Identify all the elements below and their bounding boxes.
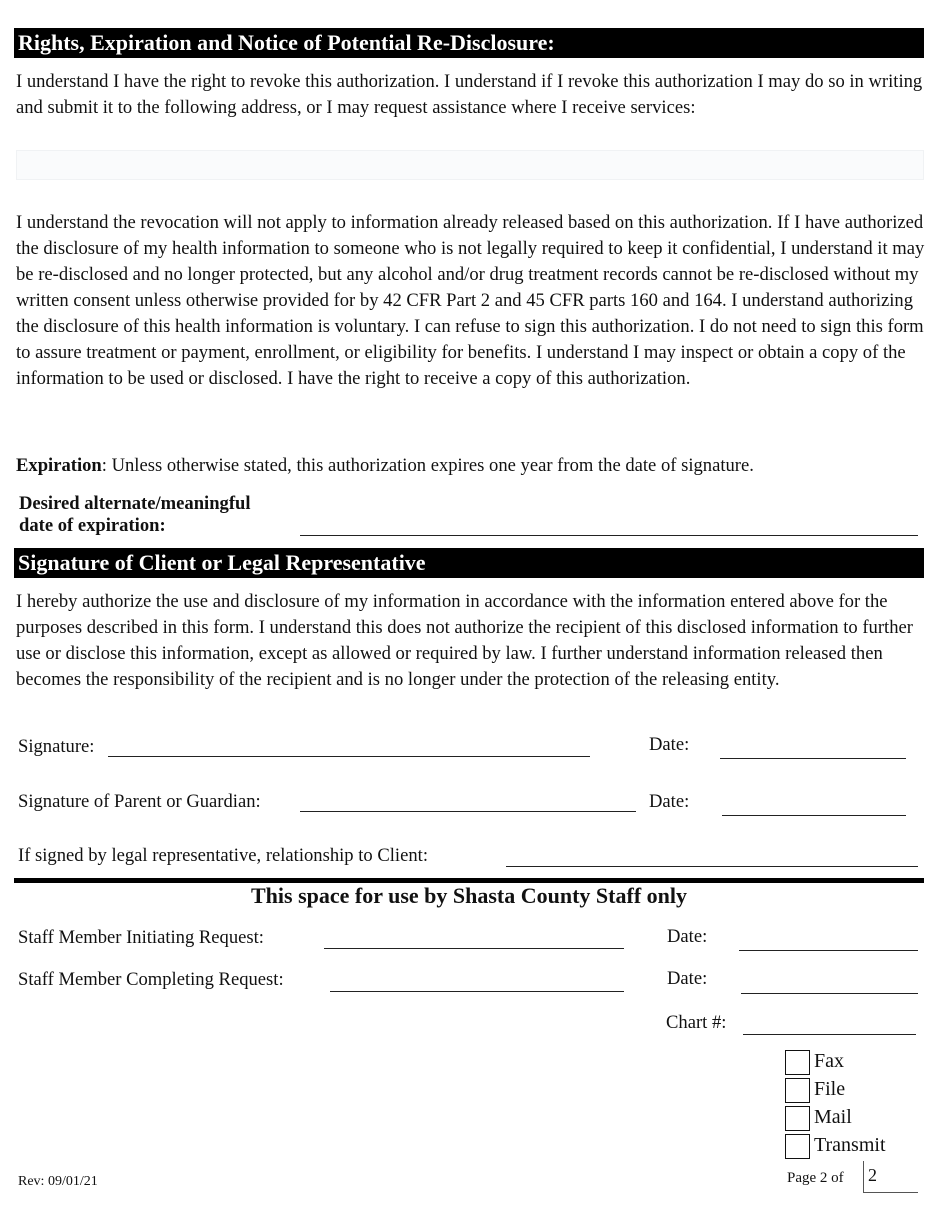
revocation-address-field[interactable] [16,150,924,180]
chart-number-label: Chart #: [666,1012,727,1033]
parent-date-label: Date: [649,791,690,812]
file-checkbox-label: File [814,1078,846,1100]
staff-initiating-date-label: Date: [667,926,708,947]
page-total-field[interactable]: 2 [863,1161,918,1193]
alt-expiration-label-line1: Desired alternate/meaningful [19,493,251,514]
expiration-statement [16,453,928,479]
alt-expiration-label-line2: date of expiration: [19,515,166,536]
revocation-paragraph: I understand I have the right to revoke this authorization. I understand if I revoke this authorization I may do so in writing and submit it to the following address, or I may request assistance where I receive services: [16,71,923,118]
parent-date-line[interactable] [722,815,906,816]
page-label: Page 2 of [787,1170,844,1186]
chart-number-line[interactable] [743,1034,916,1035]
relationship-label: If signed by legal representative, relationship to Client: [18,845,428,866]
staff-initiating-date-line[interactable] [739,950,918,951]
transmit-checkbox[interactable] [785,1134,810,1159]
staff-completing-line[interactable] [330,991,624,992]
rights-section-header: Rights, Expiration and Notice of Potential Re-Disclosure: [14,28,924,58]
staff-completing-date-line[interactable] [741,993,918,994]
parent-signature-label: Signature of Parent or Guardian: [18,791,261,812]
staff-completing-date-label: Date: [667,968,708,989]
signature-line[interactable] [108,756,590,757]
staff-section-title: This space for use by Shasta County Staff only [250,883,687,908]
expiration-label: Expiration [16,455,102,476]
authorization-paragraph: I hereby authorize the use and disclosure of my information in accordance with the information entered above for the purposes described in this form. I understand this does not authorize the recipient of this disclosed information to further use or disclose this information, except as allowed or required by law. I further understand information released then becomes the responsibility of the recipient and is no longer under the protection of the releasing entity. [16,591,913,690]
relationship-line[interactable] [506,866,918,867]
file-checkbox[interactable] [785,1078,810,1103]
fax-checkbox-label: Fax [814,1050,844,1072]
staff-completing-label: Staff Member Completing Request: [18,969,284,990]
revision-date: Rev: 09/01/21 [18,1174,98,1189]
staff-initiating-line[interactable] [324,948,624,949]
transmit-checkbox-label: Transmit [814,1134,886,1156]
signature-section-header: Signature of Client or Legal Representative [14,548,924,578]
parent-signature-line[interactable] [300,811,636,812]
signature-date-label: Date: [649,734,690,755]
fax-checkbox[interactable] [785,1050,810,1075]
signature-date-line[interactable] [720,758,906,759]
mail-checkbox-label: Mail [814,1106,852,1128]
expiration-text: : Unless otherwise stated, this authorization expires one year from the date of signature. [101,455,754,476]
signature-label: Signature: [18,736,95,757]
mail-checkbox[interactable] [785,1106,810,1131]
disclosure-notice-paragraph: I understand the revocation will not apply to information already released based on this authorization. If I have authorized the disclosure of my health information to someone who is not legally required to keep it confidential, I understand it may be re-disclosed and no longer protected, but any alcohol and/or drug treatment records cannot be re-disclosed without my written consent unless otherwise provided for by 42 CFR Part 2 and 45 CFR parts 160 and 164. I understand authorizing the disclosure of this health information is voluntary. I can refuse to sign this authorization. I do not need to sign this form to assure treatment or payment, enrollment, or eligibility for benefits. I understand I may inspect or obtain a copy of the information to be used or disclosed. I have the right to receive a copy of this authorization. [16,212,925,389]
staff-initiating-label: Staff Member Initiating Request: [18,927,264,948]
alt-expiration-date-line[interactable] [300,535,918,536]
